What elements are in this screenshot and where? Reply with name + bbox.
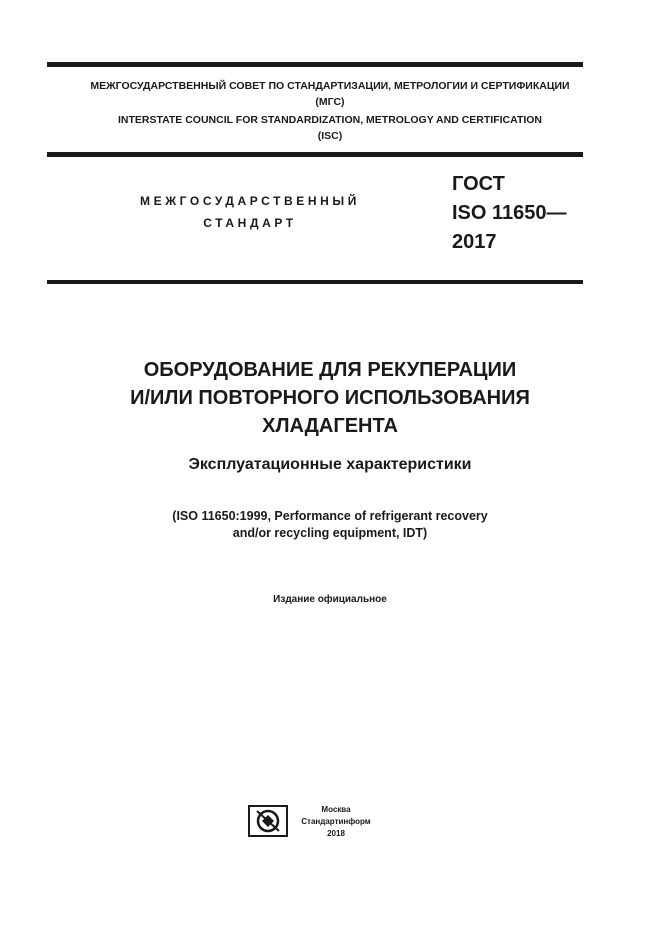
standard-type-line2: СТАНДАРТ: [203, 216, 297, 230]
title-line1: ОБОРУДОВАНИЕ ДЛЯ РЕКУПЕРАЦИИ: [143, 359, 517, 381]
iso-reference-line1: (ISO 11650:1999, Performance of refrigerant recovery: [172, 509, 488, 523]
designation-line2: ISO 11650—: [452, 202, 567, 224]
publisher-year: 2018: [327, 829, 345, 838]
council-en-line1: INTERSTATE COUNCIL FOR STANDARDIZATION, METROLOGY AND CERTIFICATION: [117, 114, 543, 126]
council-ru-abbrev: (МГС): [315, 96, 345, 108]
top-rule: [47, 62, 583, 67]
publisher-info: [296, 804, 376, 840]
standard-type: [100, 190, 400, 234]
iso-reference-line2: and/or recycling equipment, IDT): [232, 526, 428, 540]
designation-line3: 2017: [452, 231, 497, 253]
lower-rule: [47, 280, 583, 284]
standard-designation: [452, 170, 567, 257]
iso-reference: [47, 508, 613, 542]
council-en-abbrev: (ISC): [317, 130, 343, 142]
publisher-city: Москва: [321, 805, 351, 814]
council-ru-line1: МЕЖГОСУДАРСТВЕННЫЙ СОВЕТ ПО СТАНДАРТИЗАЦИИ, МЕТРОЛОГИИ И СЕРТИФИКАЦИИ: [90, 80, 570, 92]
designation-line1: ГОСТ: [452, 173, 505, 195]
document-title: [47, 356, 613, 440]
council-name-en: [47, 112, 613, 144]
council-name-ru: [47, 78, 613, 110]
standartinform-logo-icon: [248, 805, 288, 837]
title-line2: И/ИЛИ ПОВТОРНОГО ИСПОЛЬЗОВАНИЯ: [130, 387, 530, 409]
middle-rule: [47, 152, 583, 157]
title-line3: ХЛАДАГЕНТА: [262, 415, 398, 437]
standard-type-line1: МЕЖГОСУДАРСТВЕННЫЙ: [140, 194, 360, 208]
document-subtitle: Эксплуатационные характеристики: [188, 456, 472, 473]
edition-label: Издание официальное: [273, 594, 387, 605]
publisher-name: Стандартинформ: [301, 817, 371, 826]
